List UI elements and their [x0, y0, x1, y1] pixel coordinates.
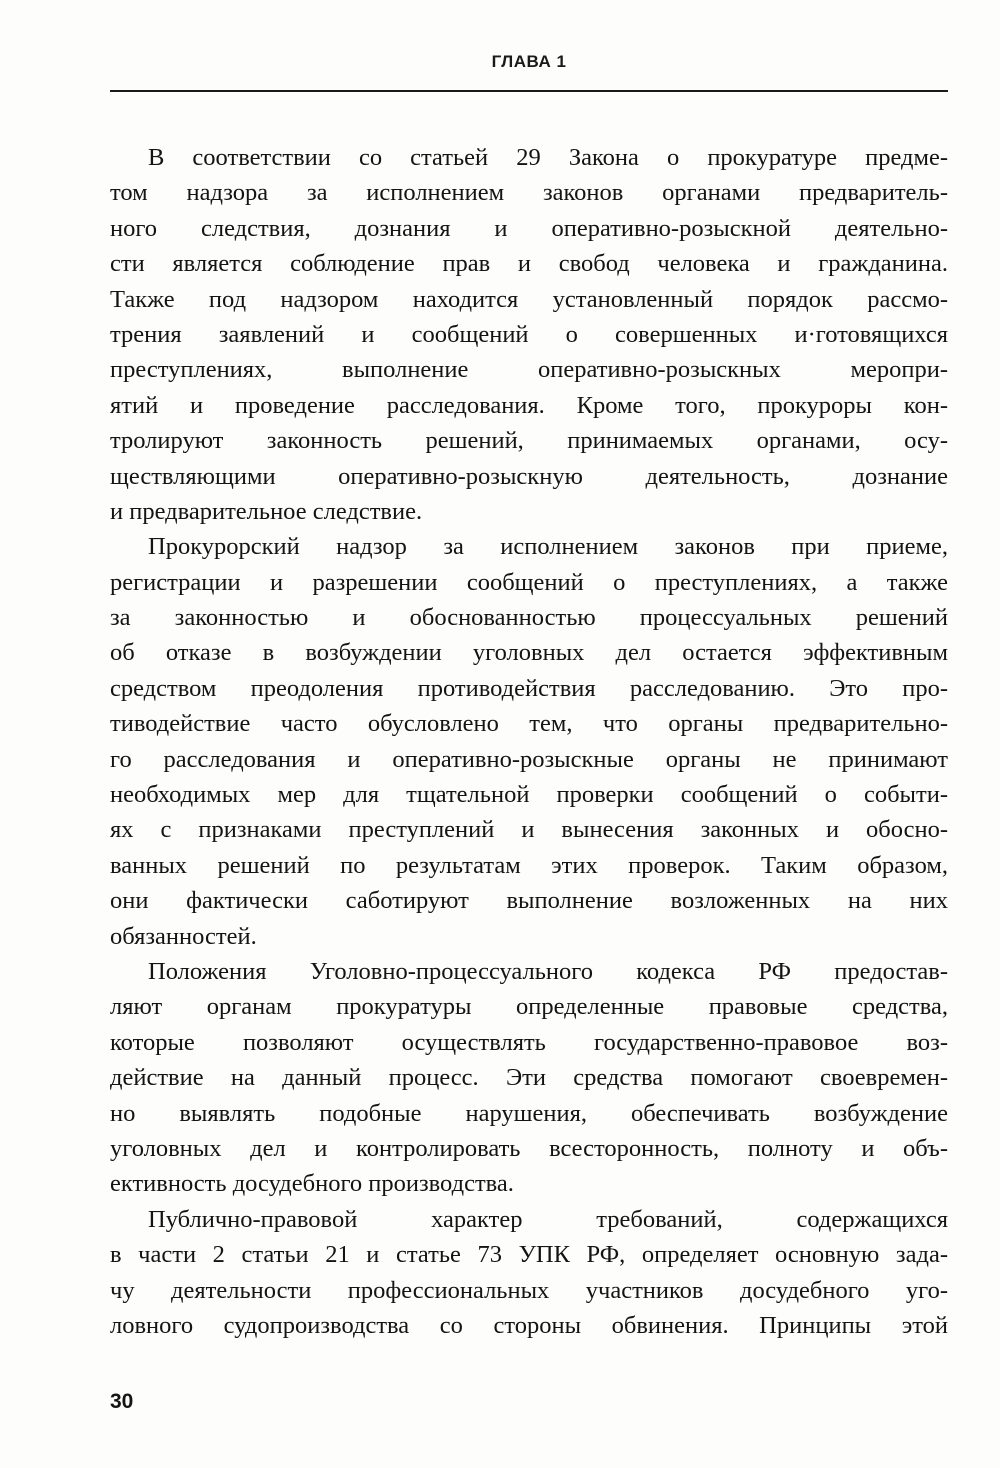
- text-line: уголовных дел и контролировать всесторонность, полноту и объ-: [110, 1134, 948, 1162]
- text-line: ванных решений по результатам этих проверок. Таким образом,: [110, 851, 948, 879]
- text-line: ловного судопроизводства со стороны обвинения. Принципы этой: [110, 1311, 948, 1339]
- text-line: В соответствии со статьей 29 Закона о прокуратуре предме-: [148, 144, 948, 171]
- text-line: сти является соблюдение прав и свобод человека и гражданина.: [110, 250, 948, 278]
- text-line: го расследования и оперативно-розыскные органы не принимают: [110, 745, 948, 773]
- text-line: в части 2 статьи 21 и статье 73 УПК РФ, определяет основную зада-: [110, 1241, 948, 1269]
- text-line: чу деятельности профессиональных участников досудебного уго-: [110, 1276, 948, 1304]
- paragraph-3: [110, 954, 948, 1202]
- text-line: и предварительное следствие.: [110, 497, 423, 525]
- text-line: Прокурорский надзор за исполнением законов при приеме,: [148, 533, 948, 561]
- text-line: средством преодоления противодействия расследованию. Это про-: [110, 674, 948, 702]
- text-line: Публично-правовой характер требований, содержащихся: [148, 1205, 948, 1233]
- header-rule: [110, 90, 948, 92]
- paragraph-4: [110, 1202, 948, 1344]
- text-line: они фактически саботируют выполнение возложенных на них: [110, 887, 948, 915]
- text-line: ляют органам прокуратуры определенные правовые средства,: [110, 993, 948, 1021]
- text-line: Положения Уголовно-процессуального кодекса РФ предостав-: [148, 957, 948, 985]
- text-line: тролируют законность решений, принимаемых органами, осу-: [110, 427, 948, 455]
- text-line: трения заявлений и сообщений о совершенных и·готовящихся: [110, 320, 948, 348]
- text-line: ществляющими оперативно-розыскную деятельность, дознание: [110, 462, 948, 490]
- text-line: действие на данный процесс. Эти средства помогают своевремен-: [110, 1064, 948, 1092]
- text-line: ного следствия, дознания и оперативно-розыскной деятельно-: [110, 214, 948, 242]
- text-line: за законностью и обоснованностью процессуальных решений: [110, 604, 948, 632]
- text-line: ективность досудебного производства.: [110, 1170, 514, 1198]
- text-line: преступлениях, выполнение оперативно-розыскных меропри-: [110, 356, 948, 384]
- text-line: но выявлять подобные нарушения, обеспечивать возбуждение: [110, 1099, 948, 1127]
- text-line: которые позволяют осуществлять государственно-правовое воз-: [110, 1028, 948, 1056]
- text-line: ях с признаками преступлений и вынесения законных и обосно-: [110, 816, 948, 844]
- text-line: обязанностей.: [110, 922, 257, 950]
- text-line: об отказе в возбуждении уголовных дел остается эффективным: [110, 639, 948, 667]
- paragraph-1: [110, 140, 948, 529]
- text-line: Также под надзором находится установленный порядок рассмо-: [110, 285, 948, 313]
- text-line: том надзора за исполнением законов органами предваритель-: [110, 179, 948, 207]
- text-line: тиводействие часто обусловлено тем, что органы предварительно-: [110, 710, 948, 738]
- body-text: [110, 140, 948, 1343]
- page-number: 30: [110, 1390, 134, 1413]
- text-line: ятий и проведение расследования. Кроме того, прокуроры кон-: [110, 391, 948, 419]
- text-line: необходимых мер для тщательной проверки сообщений о событи-: [110, 781, 948, 809]
- running-head-chapter: ГЛАВА 1: [491, 52, 567, 71]
- text-line: регистрации и разрешении сообщений о преступлениях, а также: [110, 568, 948, 596]
- paragraph-2: [110, 529, 948, 954]
